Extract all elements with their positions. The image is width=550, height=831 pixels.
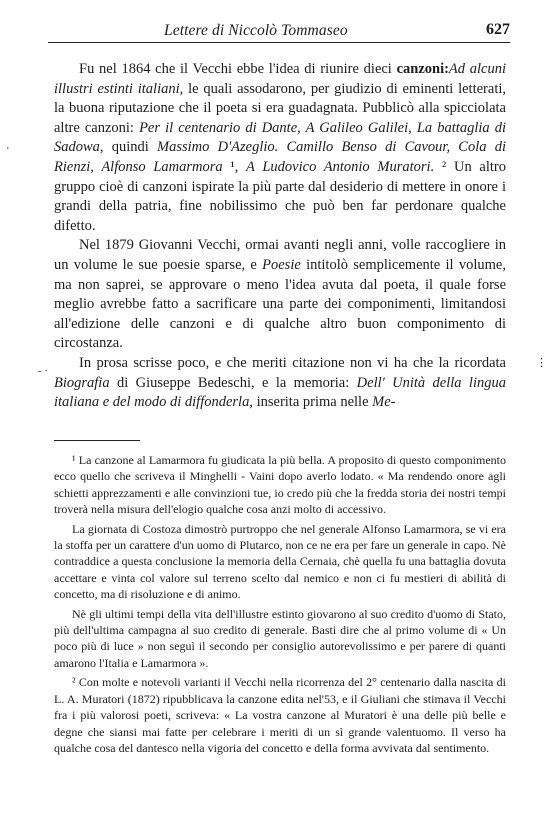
- text-run: ² Un altro gruppo cioè di canzoni ispirate la più parte dal desiderio di mettere in onore i grandi della patria, fine nobilissimo che può ben far perdonare qualche difetto.: [54, 158, 506, 234]
- text-run-italic: Me-: [372, 394, 396, 411]
- text-run: Nel 1879 Giovanni Vecchi, ormai avanti negli anni, volle raccogliere in un volume le sue poesie sparse, e: [54, 237, 506, 273]
- text-run: intitolò semplicemente il volume, ma non saprei, se approvare o meno l'idea avuta dal poeta, il quale forse meglio avrebbe fatto a sacrificare una parte dei componimenti, limitandosi all'edizione delle canzoni e di qualche altro buon componimento di circostanza.: [54, 256, 506, 352]
- margin-mark-left-2: - ·: [38, 365, 49, 377]
- paragraph-2: [54, 236, 506, 354]
- footnote-ref: ¹,: [222, 158, 247, 175]
- margin-mark-right: ⋮: [536, 357, 547, 369]
- page-number: 627: [486, 21, 510, 38]
- footnote-2: ² Con molte e notevoli varianti il Vecchi nella ricorrenza del 2° centenario dalla nascita di L. A. Muratori (1872) ripubblicava la canzone edita nel'53, e il Giuliani che stimava il Vecchi fra i più valorosi poeti, scriveva: « La vostra canzone al Muratori è una delle più belle e degne che siansi mai fatte per celebrare i meriti di un sì grande valentuomo. Il verso ha qualche cosa del dantesco nella vigoria del concetto e della forma avvivata dal sentimento.: [54, 675, 506, 755]
- text-run: di Giuseppe Bedeschi, e la memoria:: [109, 374, 357, 391]
- text-run-italic: Poesie: [262, 256, 301, 273]
- text-run: quindi: [103, 139, 158, 156]
- paragraph-3: [54, 354, 506, 413]
- main-text: [54, 60, 506, 413]
- footnote-1: ¹ La canzone al Lamarmora fu giudicata la più bella. A proposito di questo componimento ecco quello che scriveva il Minghelli - Vaini dopo averlo lodato. « Ma rendendo onore agli schietti apprezzamenti e alle convinzioni tue, io credo più che la fredda storia dei nostri tempi troverà nella misura dell'elogio qualche cosa anzi molto di accessivo.: [54, 453, 506, 517]
- header-rule: [48, 42, 510, 43]
- running-header: [46, 22, 516, 40]
- text-run: le quali assodarono, per giudizio di eminenti letterati, la buona riputazione che il poeta si era guadagnata. Pubblicò alla spicciolata altre canzoni:: [54, 80, 507, 136]
- footnote-1-continued-2: Nè gli ultimi tempi della vita dell'illustre estinto giovarono al suo credito d'uomo di Stato, più dell'ultima campagna al suo credito di generale. Basti dire che al primo volume di « Un poco più di luce » non seguì il secondo per consiglio autorevolissimo e per parere di quanti amarono l'Italia e Lamarmora ».: [54, 606, 506, 670]
- margin-mark-left: ‧: [6, 143, 10, 155]
- footnote-1-continued: La giornata di Costoza dimostrò purtroppo che nel generale Alfonso Lamarmora, se vi era la stoffa per un carattere d'un uomo di Plutarco, non ce ne era per fare un generale in capo. Nè contraddice a questa conclusione la memoria della Cernaia, chè quella fu una battaglia dovuta accettare e vinta col valore sul terreno scelto dal nemico e non ci fu mestieri di abilità di concetto, ma di risoluzione e di animo.: [54, 521, 506, 602]
- paragraph-1: [54, 60, 506, 236]
- running-title: Lettere di Niccolò Tommaseo: [164, 22, 348, 39]
- text-run-bold: canzoni:: [396, 61, 449, 77]
- text-run-italic: Biografia: [54, 374, 110, 391]
- footnotes: [54, 452, 506, 759]
- text-run-italic: Per il centenario di Dante, A Galileo Galilei, La battaglia di Sadowa,: [54, 119, 506, 156]
- text-run-italic: A Ludovico Antonio Muratori.: [246, 158, 435, 175]
- text-run-italic: Massimo D'Azeglio. Camillo Benso di Cavour, Cola di Rienzi, Alfonso Lamarmora: [54, 139, 506, 175]
- footnote-rule: [54, 440, 140, 441]
- text-run: Fu nel 1864 che il Vecchi ebbe l'idea di riunire dieci: [79, 61, 397, 77]
- text-run: In prosa scrisse poco, e che meriti citazione non vi ha che la ricordata: [79, 354, 506, 371]
- text-run-italic: Dell' Unità della lingua italiana e del modo di diffonderla,: [54, 374, 506, 411]
- text-run: inserita prima nelle: [252, 394, 373, 411]
- text-run-italic: Ad alcuni illustri estinti italiani,: [54, 61, 506, 97]
